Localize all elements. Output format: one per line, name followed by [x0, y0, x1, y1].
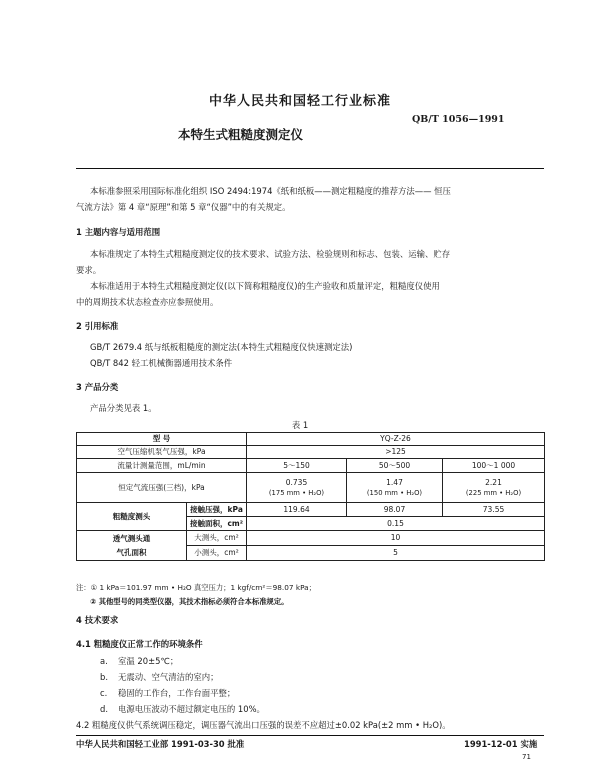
item-c-text: 稳固的工作台，工作台面平整； [118, 688, 236, 698]
section-1-p2-line-1: 本标准适用于本特生式粗糙度测定仪(以下简称粗糙度仪)的生产验收和质量评定，粗糙度仪使用 [90, 281, 440, 291]
section-1-p1-line-1: 本标准规定了本特生式粗糙度测定仪的技术要求、试验方法、检验规则和标志、包装、运输、贮存 [90, 249, 451, 259]
flow-range-3: 100～1 000 [443, 459, 545, 473]
section-3-heading: 3 产品分类 [76, 382, 119, 392]
table-note-1: 注：① 1 kPa＝101.97 mm • H₂O 真空压力；1 kgf/cm²＝98.07 kPa； [76, 583, 316, 592]
constant-pressure-3 [443, 473, 545, 503]
flow-range-label: 流量计测量范围，mL/min [77, 459, 247, 473]
contact-pressure-label: 接触压强，kPa [187, 503, 247, 517]
item-d-text: 电源电压波动不超过额定电压的 10%。 [118, 704, 265, 714]
constant-pressure-label: 恒定气流压强(三档)，kPa [77, 473, 247, 503]
flow-range-2: 50～500 [347, 459, 443, 473]
contact-pressure-1: 119.64 [247, 503, 347, 517]
doc-title: 本特生式粗糙度测定仪 [178, 127, 304, 142]
pump-pressure-value: >125 [247, 446, 545, 459]
page-number: 71 [522, 753, 531, 761]
table-row [77, 503, 545, 517]
item-d-mark: d. [100, 704, 108, 714]
small-head-value: 5 [247, 546, 545, 561]
contact-area-value: 0.15 [247, 517, 545, 531]
constant-pressure-1-kpa: 0.735 [285, 477, 308, 487]
big-head-label: 大测头，cm² [187, 531, 247, 546]
table-caption: 表 1 [291, 420, 309, 430]
small-head-label: 小测头，cm² [187, 546, 247, 561]
intro-line-2: 气流方法》第 4 章“原理”和第 5 章“仪器”中的有关规定。 [76, 202, 291, 212]
big-head-value: 10 [247, 531, 545, 546]
vent-area-label [77, 531, 187, 561]
table-row [77, 473, 545, 503]
table-row [77, 446, 545, 459]
org-title: 中华人民共和国轻工行业标准 [208, 94, 391, 109]
contact-area-label: 接触面积，cm² [187, 517, 247, 531]
implementation-date: 1991-12-01 实施 [464, 739, 538, 749]
item-a-mark: a. [100, 656, 108, 666]
product-spec-table [76, 432, 545, 561]
section-1-p2-line-2: 中的周期技术状态检查亦应参照使用。 [76, 297, 219, 307]
roughness-head-label: 粗糙度测头 [77, 503, 187, 531]
table-row [77, 433, 545, 446]
item-b-mark: b. [100, 672, 108, 682]
table-row [77, 459, 545, 473]
section-4-heading: 4 技术要求 [76, 615, 119, 625]
clause-4-1: 4.1 粗糙度仪正常工作的环境条件 [76, 639, 203, 649]
standard-code: QB/T 1056—1991 [412, 114, 505, 125]
approval-line: 中华人民共和国轻工业部 1991-03-30 批准 [76, 739, 245, 749]
section-1-p1-line-2: 要求。 [76, 265, 102, 275]
constant-pressure-2-mm: (150 mm • H₂O) [366, 488, 423, 497]
pump-pressure-label: 空气压缩机泵气压强，kPa [77, 446, 247, 459]
intro-line-1: 本标准参照采用国际标准化组织 ISO 2494:1974《纸和纸板——测定粗糙度的推荐方法—— 恒压 [90, 186, 451, 196]
vent-area-label-1: 透气测头通 [112, 533, 151, 543]
reference-1: GB/T 2679.4 纸与纸板粗糙度的测定法(本特生式粗糙度仪快速测定法) [90, 342, 353, 352]
table-row [77, 531, 545, 546]
constant-pressure-1 [247, 473, 347, 503]
clause-4-2: 4.2 粗糙度仪供气系统调压稳定，调压器气流出口压强的误差不应超过±0.02 kPa(±2 mm • H₂O)。 [76, 720, 451, 730]
table-note-2: ② 其他型号的同类型仪器，其技术指标必须符合本标准规定。 [90, 597, 289, 606]
vent-area-label-2: 气孔面积 [116, 547, 147, 557]
constant-pressure-2-kpa: 1.47 [386, 477, 403, 487]
header-type: 型 号 [77, 433, 247, 446]
contact-pressure-2: 98.07 [347, 503, 443, 517]
header-model: YQ-Z-26 [247, 433, 545, 446]
contact-pressure-3: 73.55 [443, 503, 545, 517]
flow-range-1: 5～150 [247, 459, 347, 473]
reference-2: QB/T 842 轻工机械衡器通用技术条件 [90, 358, 233, 368]
constant-pressure-3-kpa: 2.21 [485, 477, 502, 487]
item-a-text: 室温 20±5℃； [118, 656, 179, 666]
item-b-text: 无震动、空气清洁的室内； [118, 672, 219, 682]
constant-pressure-1-mm: (175 mm • H₂O) [268, 488, 325, 497]
item-c-mark: c. [100, 688, 108, 698]
section-1-heading: 1 主题内容与适用范围 [76, 227, 161, 237]
constant-pressure-2 [347, 473, 443, 503]
constant-pressure-3-mm: (225 mm • H₂O) [465, 488, 522, 497]
header-rule [76, 168, 544, 169]
section-3-text: 产品分类见表 1。 [90, 403, 157, 413]
footer-rule [76, 735, 544, 736]
section-2-heading: 2 引用标准 [76, 321, 119, 331]
